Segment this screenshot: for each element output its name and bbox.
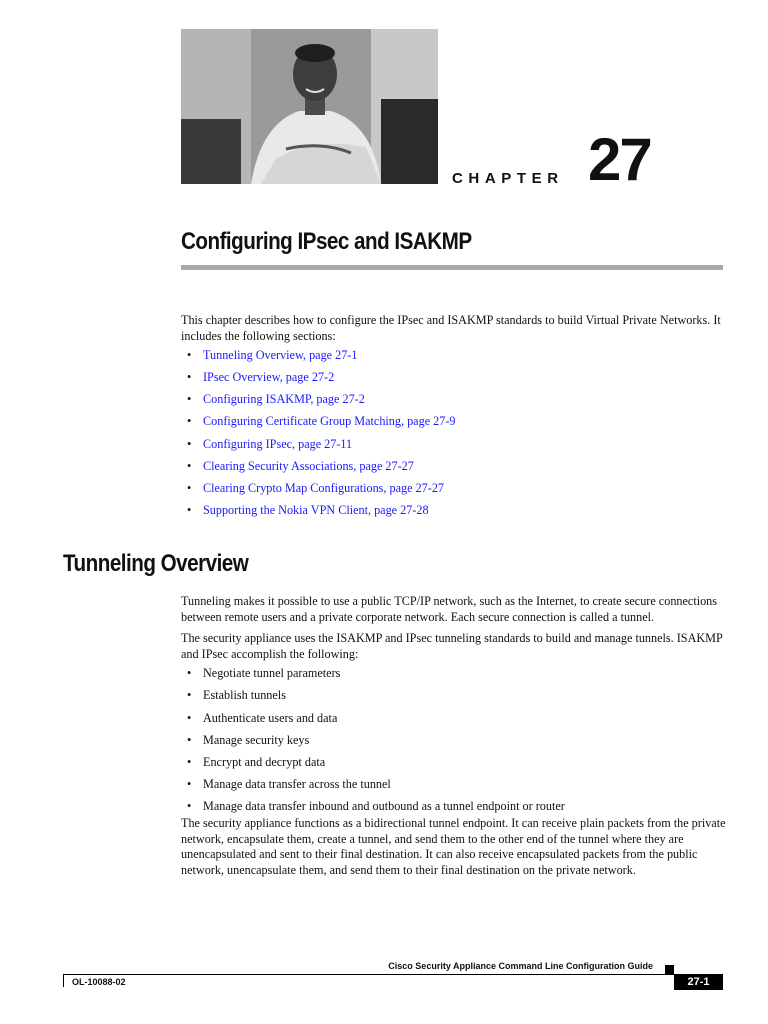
section-paragraph: The security appliance functions as a bidirectional tunnel endpoint. It can receive plain packets from the private network, encapsulate them, create a tunnel, and send them to the other end of the tunnel where they are unencapsulated and sent to their final destination. It can also receive encapsulated packets from the public network, unencapsulate them, and send them to their final destination on the private network. xyxy=(181,815,726,877)
chapter-number: 27 xyxy=(588,126,651,193)
toc-link[interactable]: Tunneling Overview, page 27-1 xyxy=(203,348,358,363)
toc-link[interactable]: Clearing Crypto Map Configurations, page 27-27 xyxy=(203,480,445,495)
toc-item xyxy=(181,392,726,414)
chapter-label: CHAPTER xyxy=(452,170,564,187)
intro-paragraph: This chapter describes how to configure the IPsec and ISAKMP standards to build Virtual Private Networks. It includes the following sections: xyxy=(181,313,721,343)
feature-list xyxy=(181,666,726,816)
list-item: • Authenticate users and data xyxy=(181,711,726,733)
footer-marker xyxy=(665,965,674,974)
person-photo-illustration xyxy=(181,29,438,184)
section-body xyxy=(181,594,726,884)
toc-link[interactable]: Configuring ISAKMP, page 27-2 xyxy=(203,392,365,407)
list-item: • Negotiate tunnel parameters xyxy=(181,666,726,688)
toc-link[interactable]: IPsec Overview, page 27-2 xyxy=(203,370,335,385)
footer-rule xyxy=(63,974,723,975)
toc-item xyxy=(181,370,726,392)
list-item: • Manage security keys xyxy=(181,733,726,755)
toc-link[interactable]: Clearing Security Associations, page 27-27 xyxy=(203,458,414,473)
page-number: 27-1 xyxy=(674,974,723,990)
footer-tick xyxy=(63,974,64,987)
list-item: • Establish tunnels xyxy=(181,688,726,710)
section-paragraph: The security appliance uses the ISAKMP and IPsec tunneling standards to build and manage tunnels. ISAKMP and IPsec accomplish the following: xyxy=(181,631,723,661)
section-paragraph: Tunneling makes it possible to use a public TCP/IP network, such as the Internet, to create secure connections between remote users and a private corporate network. Each secure connection is called a tunnel. xyxy=(181,594,718,624)
chapter-title: Configuring IPsec and ISAKMP xyxy=(181,228,472,255)
toc-link[interactable]: Configuring IPsec, page 27-11 xyxy=(203,436,353,451)
section-heading: Tunneling Overview xyxy=(63,550,249,577)
toc-link[interactable]: Supporting the Nokia VPN Client, page 27-28 xyxy=(203,502,429,517)
toc-item xyxy=(181,503,726,525)
toc-link[interactable]: Configuring Certificate Group Matching, page 27-9 xyxy=(203,414,456,429)
footer-doc-id: OL-10088-02 xyxy=(72,977,126,987)
toc-item xyxy=(181,348,726,370)
toc-item xyxy=(181,481,726,503)
toc-item xyxy=(181,437,726,459)
title-rule xyxy=(181,265,723,270)
toc-item xyxy=(181,414,726,436)
toc-list xyxy=(181,348,726,525)
footer-guide-title: Cisco Security Appliance Command Line Configuration Guide xyxy=(388,961,653,971)
chapter-photo xyxy=(181,29,438,184)
list-item: • Manage data transfer across the tunnel xyxy=(181,777,726,799)
list-item: • Encrypt and decrypt data xyxy=(181,755,726,777)
toc-item xyxy=(181,459,726,481)
intro-block xyxy=(181,313,726,525)
list-item: • Manage data transfer inbound and outbound as a tunnel endpoint or router xyxy=(181,799,726,816)
